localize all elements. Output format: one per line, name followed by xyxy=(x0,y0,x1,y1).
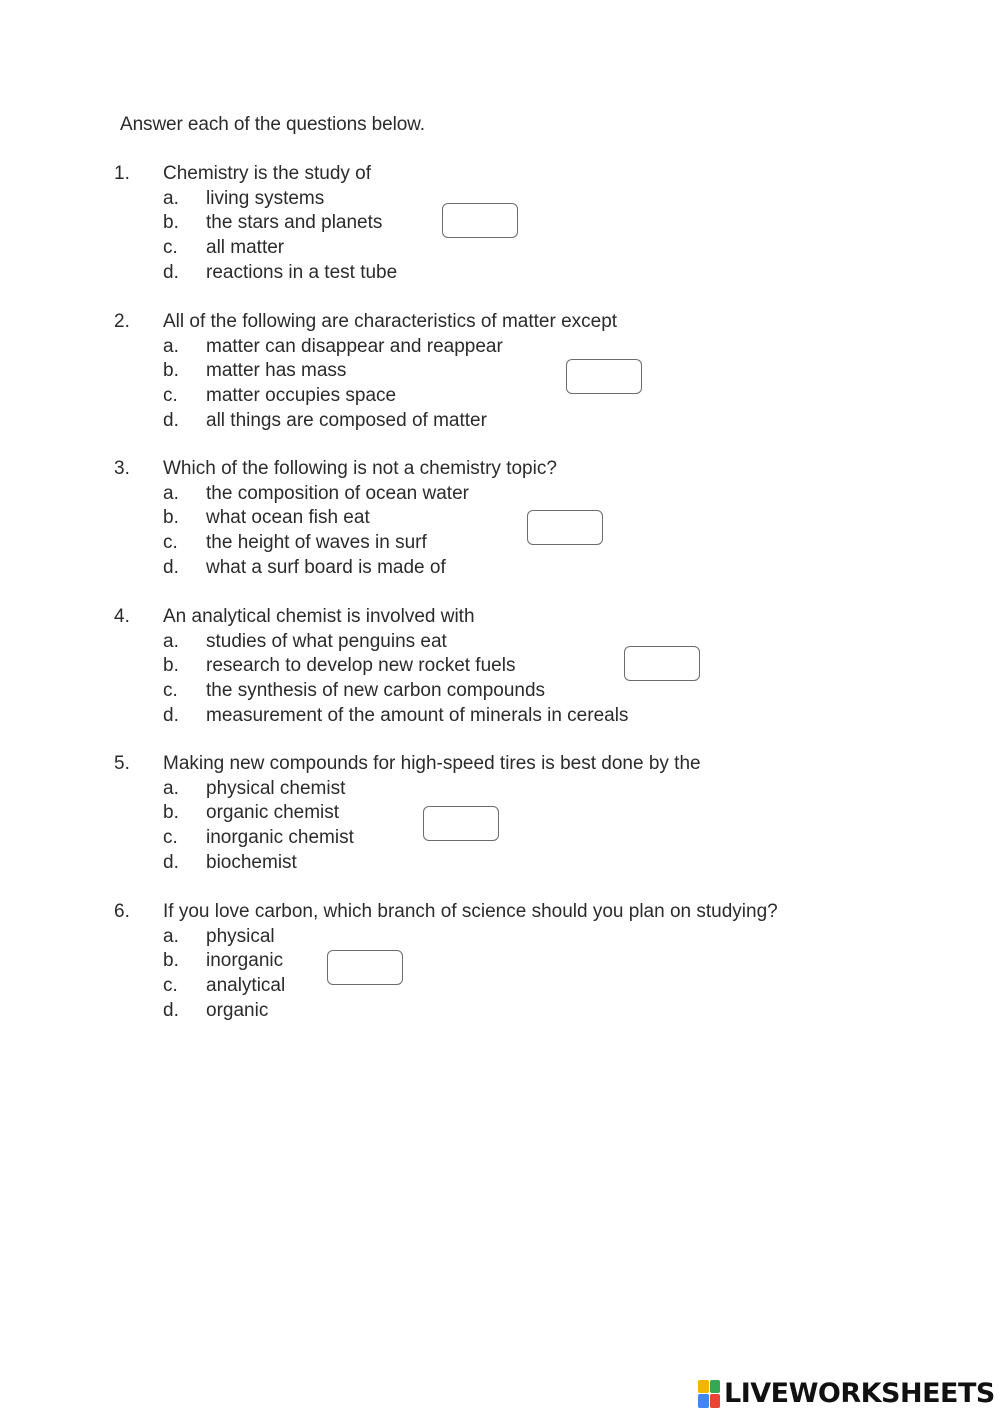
option-d xyxy=(0,262,900,286)
liveworksheets-logo-icon xyxy=(698,1380,720,1408)
option-letter: a. xyxy=(163,778,179,799)
option-text: research to develop new rocket fuels xyxy=(206,655,516,676)
option-letter: b. xyxy=(163,655,179,676)
option-letter: c. xyxy=(163,680,178,701)
option-text: studies of what penguins eat xyxy=(206,631,447,652)
option-letter: a. xyxy=(163,926,179,947)
option-c xyxy=(0,680,900,704)
question-number: 1. xyxy=(114,163,130,184)
answer-box-3[interactable] xyxy=(527,510,603,545)
option-letter: a. xyxy=(163,336,179,357)
option-d xyxy=(0,557,900,581)
option-text: matter can disappear and reappear xyxy=(206,336,503,357)
option-text: organic chemist xyxy=(206,802,340,823)
answer-box-1[interactable] xyxy=(442,203,518,238)
option-letter: c. xyxy=(163,975,178,996)
option-a xyxy=(0,336,900,360)
option-c xyxy=(0,975,900,999)
liveworksheets-brand[interactable] xyxy=(698,1378,995,1409)
option-c xyxy=(0,385,900,409)
option-letter: d. xyxy=(163,852,179,873)
option-a xyxy=(0,778,900,802)
option-text: what ocean fish eat xyxy=(206,507,370,528)
question-number: 3. xyxy=(114,458,130,479)
option-text: measurement of the amount of minerals in cereals xyxy=(206,705,629,726)
option-text: reactions in a test tube xyxy=(206,262,398,283)
option-letter: b. xyxy=(163,212,179,233)
option-c xyxy=(0,237,900,261)
option-letter: c. xyxy=(163,237,178,258)
option-letter: b. xyxy=(163,360,179,381)
option-d xyxy=(0,410,900,434)
option-letter: c. xyxy=(163,827,178,848)
option-letter: d. xyxy=(163,262,179,283)
option-text: the stars and planets xyxy=(206,212,383,233)
option-text: all matter xyxy=(206,237,285,258)
option-text: matter occupies space xyxy=(206,385,397,406)
option-a xyxy=(0,483,900,507)
question-text: An analytical chemist is involved with xyxy=(163,606,475,627)
option-b xyxy=(0,360,900,384)
option-text: biochemist xyxy=(206,852,297,873)
option-letter: d. xyxy=(163,705,179,726)
option-b xyxy=(0,655,900,679)
option-letter: a. xyxy=(163,483,179,504)
option-letter: b. xyxy=(163,507,179,528)
option-d xyxy=(0,705,900,729)
question-number: 5. xyxy=(114,753,130,774)
option-text: the composition of ocean water xyxy=(206,483,469,504)
option-text: all things are composed of matter xyxy=(206,410,487,431)
option-letter: b. xyxy=(163,950,179,971)
logo-square xyxy=(698,1380,709,1394)
instructions: Answer each of the questions below. xyxy=(120,114,425,135)
option-d xyxy=(0,852,900,876)
option-text: organic xyxy=(206,1000,269,1021)
logo-square xyxy=(710,1394,721,1408)
option-letter: a. xyxy=(163,631,179,652)
question-number: 4. xyxy=(114,606,130,627)
question-text: If you love carbon, which branch of science should you plan on studying? xyxy=(163,901,778,922)
option-letter: c. xyxy=(163,532,178,553)
option-a xyxy=(0,926,900,950)
question-text: Which of the following is not a chemistry topic? xyxy=(163,458,557,479)
option-letter: a. xyxy=(163,188,179,209)
option-text: living systems xyxy=(206,188,325,209)
answer-box-6[interactable] xyxy=(327,950,403,985)
brand-name: LIVEWORKSHEETS xyxy=(724,1378,995,1409)
option-c xyxy=(0,532,900,556)
option-letter: d. xyxy=(163,1000,179,1021)
question-text: Chemistry is the study of xyxy=(163,163,372,184)
logo-square xyxy=(698,1394,709,1408)
option-text: analytical xyxy=(206,975,286,996)
question-text: All of the following are characteristics of matter except xyxy=(163,311,618,332)
option-a xyxy=(0,631,900,655)
option-text: inorganic xyxy=(206,950,284,971)
option-d xyxy=(0,1000,900,1024)
option-b xyxy=(0,950,900,974)
answer-box-2[interactable] xyxy=(566,359,642,394)
option-text: the height of waves in surf xyxy=(206,532,427,553)
question-number: 6. xyxy=(114,901,130,922)
answer-box-5[interactable] xyxy=(423,806,499,841)
option-letter: c. xyxy=(163,385,178,406)
answer-box-4[interactable] xyxy=(624,646,700,681)
question-number: 2. xyxy=(114,311,130,332)
option-letter: d. xyxy=(163,557,179,578)
logo-square xyxy=(710,1380,721,1394)
question-text: Making new compounds for high-speed tires is best done by the xyxy=(163,753,701,774)
option-text: matter has mass xyxy=(206,360,347,381)
option-text: the synthesis of new carbon compounds xyxy=(206,680,546,701)
option-text: what a surf board is made of xyxy=(206,557,446,578)
option-letter: d. xyxy=(163,410,179,431)
option-letter: b. xyxy=(163,802,179,823)
option-b xyxy=(0,507,900,531)
option-text: physical chemist xyxy=(206,778,346,799)
option-text: inorganic chemist xyxy=(206,827,354,848)
option-text: physical xyxy=(206,926,275,947)
